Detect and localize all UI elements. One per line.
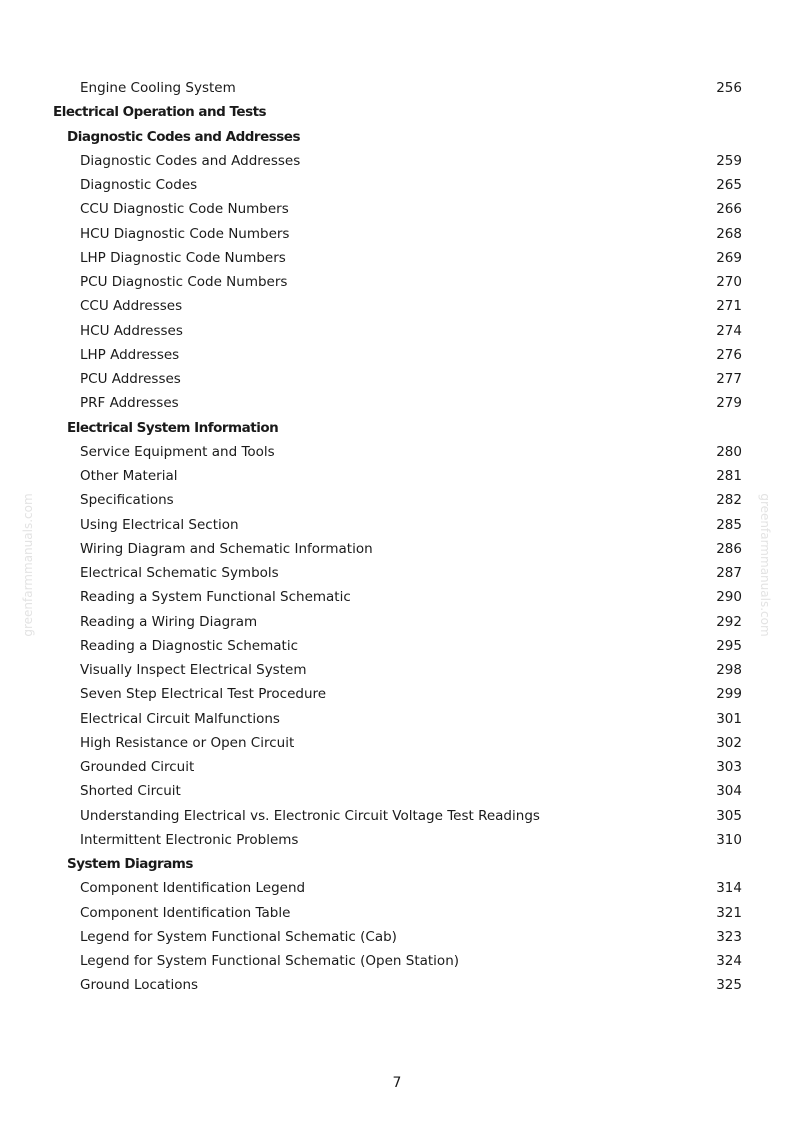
toc-entry[interactable] xyxy=(0,779,794,803)
toc-entry[interactable] xyxy=(0,973,794,997)
toc-entry-page: 310 xyxy=(716,831,742,848)
toc-entry[interactable] xyxy=(0,76,794,100)
toc-entry[interactable] xyxy=(0,513,794,537)
toc-entry-title: High Resistance or Open Circuit xyxy=(80,734,295,751)
toc-entry-title: Shorted Circuit xyxy=(80,783,181,800)
toc-entry-page: 298 xyxy=(716,662,742,678)
toc-entry[interactable] xyxy=(0,391,794,415)
toc-entry-page: 314 xyxy=(716,880,742,897)
toc-entry-title: Reading a System Functional Schematic xyxy=(80,589,351,606)
toc-entry[interactable] xyxy=(0,294,794,318)
toc-entry-title: Intermittent Electronic Problems xyxy=(80,831,299,848)
toc-entry-title: Reading a Diagnostic Schematic xyxy=(80,637,298,654)
toc-entry[interactable] xyxy=(0,488,794,512)
watermark-left: greenfarmmanuals.com xyxy=(21,493,35,637)
toc-entry[interactable] xyxy=(0,707,794,731)
toc-entry[interactable] xyxy=(0,828,794,852)
toc-entry-page: 286 xyxy=(716,540,742,557)
toc-entry-title: Component Identification Table xyxy=(80,904,291,921)
toc-entry-title: CCU Addresses xyxy=(80,298,183,315)
toc-entry-title: Service Equipment and Tools xyxy=(80,443,275,460)
toc-entry-title: PRF Addresses xyxy=(80,395,179,412)
toc-entry-page: 295 xyxy=(716,637,742,654)
toc-section-heading[interactable] xyxy=(0,852,794,876)
toc-entry-page: 270 xyxy=(716,274,742,290)
toc-entry-title: PCU Addresses xyxy=(80,371,181,387)
toc-entry-title: Other Material xyxy=(80,468,178,484)
toc-entry[interactable] xyxy=(0,804,794,828)
toc-entry-title: Electrical System Information xyxy=(67,419,279,436)
toc-entry-title: Specifications xyxy=(80,492,174,509)
toc-entry-page: 279 xyxy=(716,395,742,412)
toc-entry-page: 303 xyxy=(716,759,742,775)
toc-section-heading[interactable] xyxy=(0,416,794,440)
toc-entry[interactable] xyxy=(0,464,794,488)
toc-entry[interactable] xyxy=(0,173,794,197)
toc-entry[interactable] xyxy=(0,610,794,634)
toc-entry-page: 287 xyxy=(716,565,742,581)
toc-entry-title: Diagnostic Codes xyxy=(80,177,198,193)
toc-entry-page: 259 xyxy=(716,152,742,169)
toc-entry-title: HCU Addresses xyxy=(80,322,183,339)
toc-entry-title: Diagnostic Codes and Addresses xyxy=(67,128,300,145)
toc-entry-title: Reading a Wiring Diagram xyxy=(80,613,258,630)
toc-entry[interactable] xyxy=(0,658,794,682)
toc-entry-page: 276 xyxy=(716,346,742,363)
toc-entry-page: 304 xyxy=(716,783,742,800)
toc-entry-page: 290 xyxy=(716,589,742,606)
toc-entry[interactable] xyxy=(0,561,794,585)
toc-entry-page: 256 xyxy=(716,80,742,96)
toc-entry-page: 305 xyxy=(716,807,742,824)
toc-entry[interactable] xyxy=(0,585,794,609)
toc-entry-title: Component Identification Legend xyxy=(80,880,306,897)
toc-entry-title: Ground Locations xyxy=(80,977,199,994)
toc-entry-page: 280 xyxy=(716,443,742,460)
toc-entry-page: 271 xyxy=(716,298,742,315)
toc-entry-title: Engine Cooling System xyxy=(80,80,236,96)
toc-entry-title: LHP Diagnostic Code Numbers xyxy=(80,249,286,266)
toc-entry-title: Electrical Circuit Malfunctions xyxy=(80,710,280,727)
toc-entry-page: 301 xyxy=(716,710,742,727)
toc-entry[interactable] xyxy=(0,755,794,779)
toc-entry-title: Electrical Schematic Symbols xyxy=(80,565,279,581)
toc-entry-page: 302 xyxy=(716,734,742,751)
toc-section-heading[interactable] xyxy=(0,125,794,149)
toc-entry[interactable] xyxy=(0,876,794,900)
toc-entry-page: 299 xyxy=(716,686,742,703)
toc-entry[interactable] xyxy=(0,682,794,706)
toc-entry[interactable] xyxy=(0,270,794,294)
toc-entry-title: Wiring Diagram and Schematic Information xyxy=(80,540,373,557)
toc-entry-page: 324 xyxy=(716,953,742,969)
toc-entry-page: 321 xyxy=(716,904,742,921)
toc-entry-page: 282 xyxy=(716,492,742,509)
toc-entry-title: Legend for System Functional Schematic (Open Station) xyxy=(80,953,460,969)
toc-entry-title: CCU Diagnostic Code Numbers xyxy=(80,201,289,218)
toc-entry[interactable] xyxy=(0,319,794,343)
toc-entry-title: Electrical Operation and Tests xyxy=(53,104,267,121)
toc-entry-page: 323 xyxy=(716,928,742,945)
toc-entry-title: PCU Diagnostic Code Numbers xyxy=(80,274,288,290)
toc-entry-title: Grounded Circuit xyxy=(80,759,195,775)
toc-entry[interactable] xyxy=(0,246,794,270)
toc-entry[interactable] xyxy=(0,343,794,367)
toc-entry-page: 266 xyxy=(716,201,742,218)
toc-entry-title: Legend for System Functional Schematic (Cab) xyxy=(80,928,397,945)
toc-entry-page: 269 xyxy=(716,249,742,266)
toc-entry-title: Visually Inspect Electrical System xyxy=(80,662,307,678)
toc-entry-page: 265 xyxy=(716,177,742,193)
toc-entry[interactable] xyxy=(0,731,794,755)
watermark-right: greenfarmmanuals.com xyxy=(758,493,772,637)
toc-entry[interactable] xyxy=(0,634,794,658)
toc-entry-page: 281 xyxy=(716,468,742,484)
toc-entry[interactable] xyxy=(0,440,794,464)
toc-entry[interactable] xyxy=(0,949,794,973)
toc-entry-title: Understanding Electrical vs. Electronic Circuit Voltage Test Readings xyxy=(80,807,540,824)
toc-entry-page: 292 xyxy=(716,613,742,630)
toc-entry-page: 325 xyxy=(716,977,742,994)
toc-entry-title: LHP Addresses xyxy=(80,346,180,363)
toc-entry[interactable] xyxy=(0,537,794,561)
toc-entry-title: HCU Diagnostic Code Numbers xyxy=(80,225,290,242)
toc-entry[interactable] xyxy=(0,197,794,221)
toc-section-heading[interactable] xyxy=(0,100,794,124)
toc-entry[interactable] xyxy=(0,367,794,391)
toc-entry[interactable] xyxy=(0,901,794,925)
toc-entry-title: Using Electrical Section xyxy=(80,516,239,533)
toc-entry-title: Diagnostic Codes and Addresses xyxy=(80,152,301,169)
toc-entry[interactable] xyxy=(0,925,794,949)
toc-entry[interactable] xyxy=(0,149,794,173)
toc-entry-page: 277 xyxy=(716,371,742,387)
toc-entry-page: 268 xyxy=(716,225,742,242)
toc-entry-page: 274 xyxy=(716,322,742,339)
toc-entry-title: Seven Step Electrical Test Procedure xyxy=(80,686,327,703)
toc-entry-page: 285 xyxy=(716,516,742,533)
toc-entry-title: System Diagrams xyxy=(67,856,193,872)
toc-entry[interactable] xyxy=(0,222,794,246)
page-number: 7 xyxy=(392,1075,402,1091)
